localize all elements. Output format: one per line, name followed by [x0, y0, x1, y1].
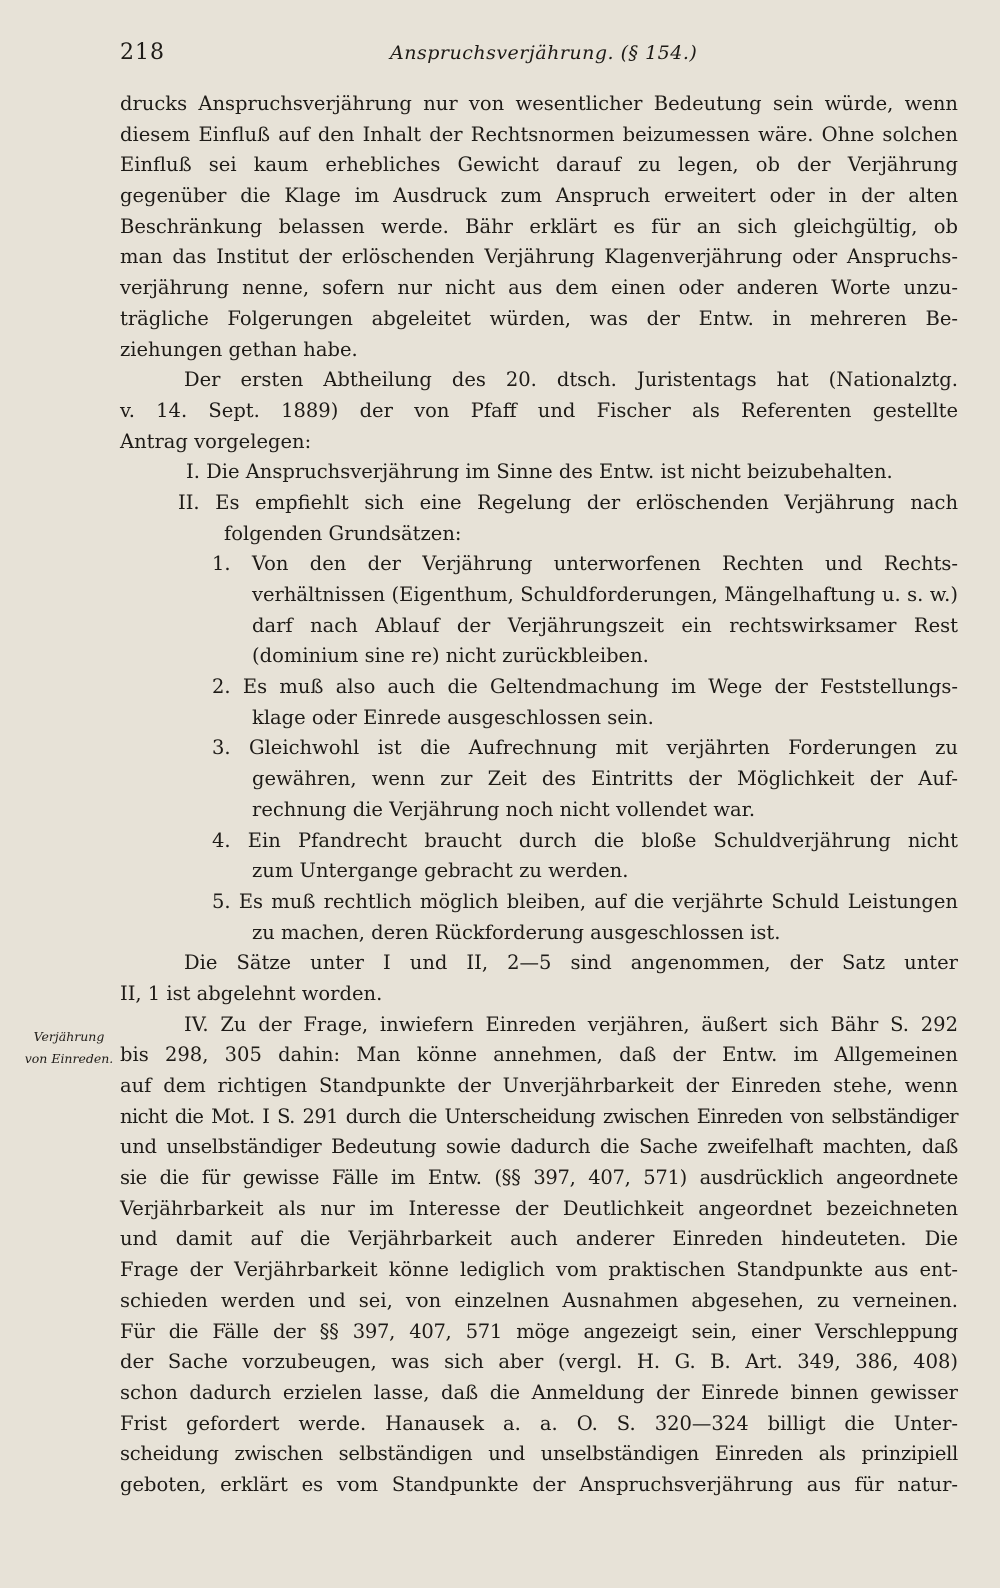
- text-line: man das Institut der erlöschenden Verjährung Klagenverjährung oder Anspruchs-: [120, 245, 958, 269]
- text-line: verjährung nenne, sofern nur nicht aus dem einen oder anderen Worte unzu-: [120, 276, 958, 300]
- text-line: trägliche Folgerungen abgeleitet würden, was der Entw. in mehreren Be-: [120, 306, 958, 330]
- text-line: auf dem richtigen Standpunkte der Unverjährbarkeit der Einreden stehe, wenn: [120, 1074, 958, 1097]
- text-line: sie die für gewisse Fälle im Entw. (§§ 397, 407, 571) ausdrücklich angeordnete: [120, 1166, 958, 1190]
- margin-note-line: Verjährung: [33, 1029, 105, 1044]
- text-line: zu machen, deren Rückforderung ausgeschlossen ist.: [252, 920, 781, 944]
- text-line: 3. Gleichwohl ist die Aufrechnung mit verjährten Forderungen zu: [212, 736, 958, 760]
- text-line: gegenüber die Klage im Ausdruck zum Anspruch erweitert oder in der alten: [120, 184, 958, 208]
- text-line: (dominium sine re) nicht zurückbleiben.: [252, 644, 649, 668]
- text-line: verhältnissen (Eigenthum, Schuldforderungen, Mängelhaftung u. s. w.): [252, 583, 958, 606]
- text-line: darf nach Ablauf der Verjährungszeit ein rechtswirksamer Rest: [252, 613, 958, 637]
- text-line: Für die Fälle der §§ 397, 407, 571 möge angezeigt sein, einer Verschleppung: [120, 1319, 958, 1343]
- text-line: folgenden Grundsätzen:: [224, 521, 462, 545]
- text-line: Frage der Verjährbarkeit könne lediglich vom praktischen Standpunkte aus ent-: [120, 1258, 958, 1282]
- text-line: Antrag vorgelegen:: [120, 429, 312, 453]
- running-head: Anspruchsverjährung. (§ 154.): [390, 42, 698, 64]
- text-line: I. Die Anspruchsverjährung im Sinne des Entw. ist nicht beizubehalten.: [186, 460, 893, 484]
- text-line: rechnung die Verjährung noch nicht vollendet war.: [252, 797, 756, 821]
- text-line: 2. Es muß also auch die Geltendmachung im Wege der Feststellungs-: [212, 675, 958, 699]
- page-number: 218: [120, 40, 165, 65]
- text-line: schieden werden und sei, von einzelnen Ausnahmen abgesehen, zu verneinen.: [120, 1288, 958, 1312]
- text-line: bis 298, 305 dahin: Man könne annehmen, daß der Entw. im Allgemeinen: [120, 1043, 958, 1067]
- text-line: Frist gefordert werde. Hanausek a. a. O. S. 320—324 billigt die Unter-: [120, 1411, 958, 1435]
- body-text: [120, 89, 958, 1501]
- text-line: schon dadurch erzielen lasse, daß die Anmeldung der Einrede binnen gewisser: [120, 1380, 958, 1404]
- text-line: Die Sätze unter I und II, 2—5 sind angenommen, der Satz unter: [184, 951, 958, 975]
- text-line: IV. Zu der Frage, inwiefern Einreden verjähren, äußert sich Bähr S. 292: [184, 1012, 958, 1036]
- text-line: zum Untergange gebracht zu werden.: [252, 859, 629, 883]
- text-line: II, 1 ist abgelehnt worden.: [120, 981, 383, 1005]
- text-line: geboten, erklärt es vom Standpunkte der Anspruchsverjährung aus für natur-: [120, 1472, 958, 1496]
- text-line: ziehungen gethan habe.: [120, 337, 358, 361]
- text-line: klage oder Einrede ausgeschlossen sein.: [252, 705, 654, 729]
- text-line: 4. Ein Pfandrecht braucht durch die bloße Schuldverjährung nicht: [212, 828, 958, 852]
- text-line: diesem Einfluß auf den Inhalt der Rechtsnormen beizumessen wäre. Ohne solchen: [120, 122, 958, 146]
- margin-note-line: von Einreden.: [24, 1051, 114, 1066]
- text-line: v. 14. Sept. 1889) der von Pfaff und Fischer als Referenten gestellte: [120, 398, 958, 422]
- page-header: [120, 40, 960, 80]
- text-line: Der ersten Abtheilung des 20. dtsch. Juristentags hat (Nationalztg.: [184, 368, 958, 392]
- text-line: und damit auf die Verjährbarkeit auch anderer Einreden hindeuteten. Die: [120, 1227, 958, 1251]
- margin-note: [14, 1026, 124, 1070]
- text-line: Einfluß sei kaum erhebliches Gewicht darauf zu legen, ob der Verjährung: [120, 153, 958, 177]
- text-line: und unselbständiger Bedeutung sowie dadurch die Sache zweifelhaft machten, daß: [120, 1135, 958, 1159]
- text-line: Beschränkung belassen werde. Bähr erklärt es für an sich gleichgültig, ob: [120, 214, 958, 238]
- text-line: gewähren, wenn zur Zeit des Eintritts der Möglichkeit der Auf-: [252, 767, 958, 791]
- text-line: der Sache vorzubeugen, was sich aber (vergl. H. G. B. Art. 349, 386, 408): [120, 1350, 958, 1374]
- text-line: 1. Von den der Verjährung unterworfenen Rechten und Rechts-: [212, 552, 958, 576]
- text-line: nicht die Mot. I S. 291 durch die Unterscheidung zwischen Einreden von selbständiger: [120, 1104, 958, 1128]
- text-line: drucks Anspruchsverjährung nur von wesentlicher Bedeutung sein würde, wenn: [120, 92, 958, 115]
- text-line: scheidung zwischen selbständigen und unselbständigen Einreden als prinzipiell: [120, 1442, 958, 1466]
- text-line: Verjährbarkeit als nur im Interesse der Deutlichkeit angeordnet bezeichneten: [120, 1196, 958, 1220]
- text-line: II. Es empfiehlt sich eine Regelung der erlöschenden Verjährung nach: [178, 490, 958, 514]
- text-line: 5. Es muß rechtlich möglich bleiben, auf die verjährte Schuld Leistungen: [212, 889, 958, 913]
